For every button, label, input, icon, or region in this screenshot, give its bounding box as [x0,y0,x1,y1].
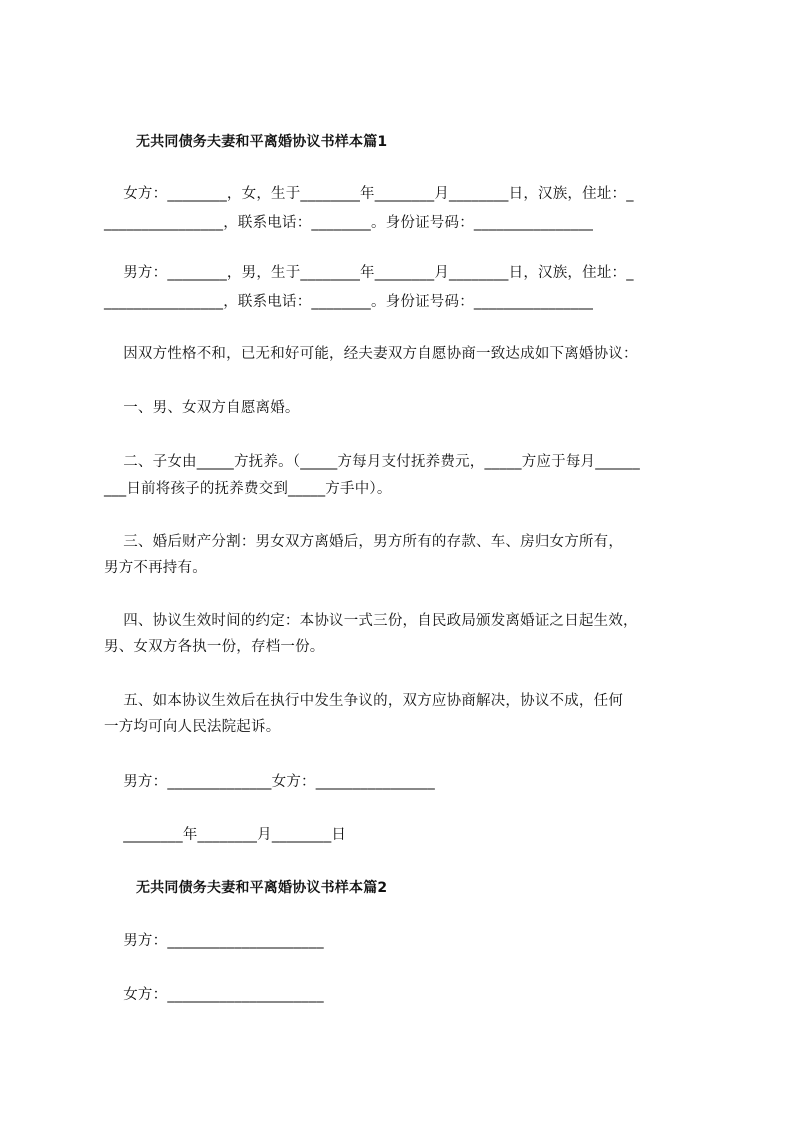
date-line: ________年________月________日 [104,827,347,843]
clause-5-line-2: 一方均可向人民法院起诉。 [104,719,281,735]
clause-1: 一、男、女双方自愿离婚。 [104,400,300,416]
clause-4-line-1: 四、协议生效时间的约定：本协议一式三份，自民政局颁发离婚证之日起生效， [104,613,638,629]
clause-3-line-2: 男方不再持有。 [104,560,207,576]
section-2-title: 无共同债务夫妻和平离婚协议书样本篇2 [136,880,388,896]
signature-line: 男方：______________女方：________________ [104,774,435,790]
clause-2-line-1: 二、子女由_____方抚养。（_____方每月支付抚养费元，_____方应于每月______ [104,454,640,470]
clause-5-line-1: 五、如本协议生效后在执行中发生争议的，双方应协商解决，协议不成，任何 [104,693,624,709]
female-info-line-2: ________________，联系电话：________。身份证号码：________________ [104,215,594,231]
male-info-line-1: 男方：________，男，生于________年________月________日，汉族，住址：_ [104,265,634,281]
intro-paragraph: 因双方性格不和，已无和好可能，经夫妻双方自愿协商一致达成如下离婚协议： [104,346,638,362]
clause-2-line-2: ___日前将孩子的抚养费交到_____方手中）。 [104,481,392,497]
section-2-female-line: 女方：_____________________ [104,987,324,1003]
section-1-title: 无共同债务夫妻和平离婚协议书样本篇1 [136,134,388,150]
female-info-line-1: 女方：________，女，生于________年________月________日，汉族，住址：_ [104,186,634,202]
section-2-male-line: 男方：_____________________ [104,933,324,949]
male-info-line-2: ________________，联系电话：________。身份证号码：________________ [104,294,594,310]
clause-4-line-2: 男、女双方各执一份，存档一份。 [104,639,325,655]
clause-3-line-1: 三、婚后财产分割：男女双方离婚后，男方所有的存款、车、房归女方所有， [104,534,624,550]
